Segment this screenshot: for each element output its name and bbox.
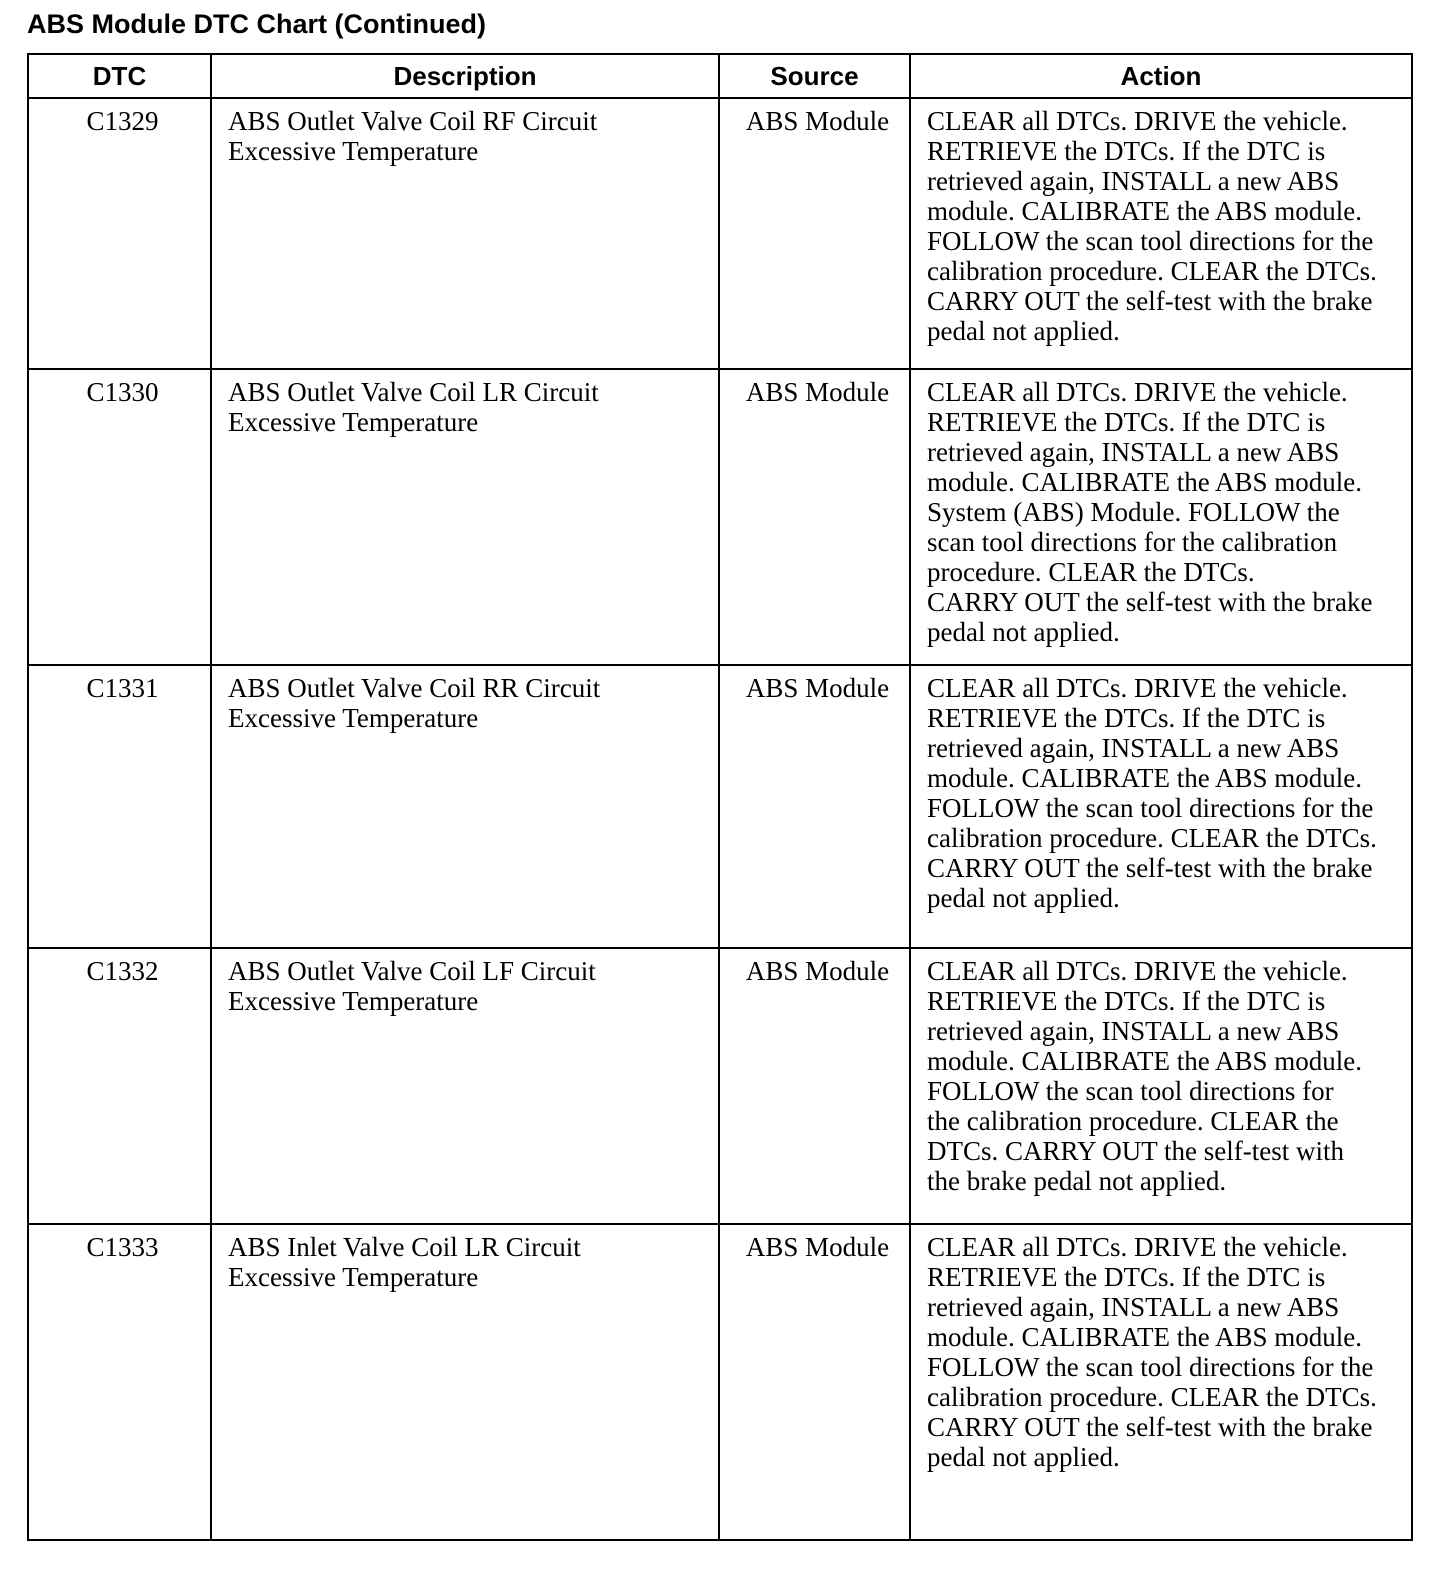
dtc-description: ABS Inlet Valve Coil LR Circuit Excessive Temperature bbox=[211, 1224, 719, 1540]
table-row bbox=[28, 948, 1412, 1224]
dtc-source: ABS Module bbox=[719, 1224, 910, 1540]
column-header-action: Action bbox=[910, 54, 1412, 98]
header-row bbox=[28, 54, 1412, 98]
table-row bbox=[28, 665, 1412, 948]
column-header-dtc: DTC bbox=[28, 54, 211, 98]
dtc-source: ABS Module bbox=[719, 665, 910, 948]
dtc-description: ABS Outlet Valve Coil RF Circuit Excessive Temperature bbox=[211, 98, 719, 369]
dtc-action: CLEAR all DTCs. DRIVE the vehicle. RETRIEVE the DTCs. If the DTC is retrieved again, INSTALL a new ABS module. CALIBRATE the ABS module. FOLLOW the scan tool directions for the calibration procedure. CLEAR the DTCs. CARRY OUT the self-test with the brake pedal not applied. bbox=[910, 1224, 1412, 1540]
dtc-source: ABS Module bbox=[719, 369, 910, 665]
dtc-description: ABS Outlet Valve Coil LF Circuit Excessive Temperature bbox=[211, 948, 719, 1224]
column-header-source: Source bbox=[719, 54, 910, 98]
table-row bbox=[28, 1224, 1412, 1540]
page-title: ABS Module DTC Chart (Continued) bbox=[27, 9, 486, 39]
dtc-description: ABS Outlet Valve Coil LR Circuit Excessive Temperature bbox=[211, 369, 719, 665]
dtc-action: CLEAR all DTCs. DRIVE the vehicle. RETRIEVE the DTCs. If the DTC is retrieved again, INSTALL a new ABS module. CALIBRATE the ABS module. System (ABS) Module. FOLLOW the scan tool directions for the calibration procedure. CLEAR the DTCs. CARRY OUT the self-test with the brake pedal not applied. bbox=[910, 369, 1412, 665]
dtc-source: ABS Module bbox=[719, 948, 910, 1224]
dtc-code: C1331 bbox=[28, 665, 211, 948]
table-row bbox=[28, 369, 1412, 665]
table-row bbox=[28, 98, 1412, 369]
dtc-code: C1333 bbox=[28, 1224, 211, 1540]
dtc-action: CLEAR all DTCs. DRIVE the vehicle. RETRIEVE the DTCs. If the DTC is retrieved again, INSTALL a new ABS module. CALIBRATE the ABS module. FOLLOW the scan tool directions for the calibration procedure. CLEAR the DTCs. CARRY OUT the self-test with the brake pedal not applied. bbox=[910, 948, 1412, 1224]
dtc-source: ABS Module bbox=[719, 98, 910, 369]
dtc-action: CLEAR all DTCs. DRIVE the vehicle. RETRIEVE the DTCs. If the DTC is retrieved again, INSTALL a new ABS module. CALIBRATE the ABS module. FOLLOW the scan tool directions for the calibration procedure. CLEAR the DTCs. CARRY OUT the self-test with the brake pedal not applied. bbox=[910, 665, 1412, 948]
dtc-table bbox=[27, 53, 1413, 1541]
column-header-description: Description bbox=[211, 54, 719, 98]
dtc-description: ABS Outlet Valve Coil RR Circuit Excessive Temperature bbox=[211, 665, 719, 948]
dtc-code: C1330 bbox=[28, 369, 211, 665]
dtc-code: C1332 bbox=[28, 948, 211, 1224]
dtc-code: C1329 bbox=[28, 98, 211, 369]
dtc-action: CLEAR all DTCs. DRIVE the vehicle. RETRIEVE the DTCs. If the DTC is retrieved again, INSTALL a new ABS module. CALIBRATE the ABS module. FOLLOW the scan tool directions for the calibration procedure. CLEAR the DTCs. CARRY OUT the self-test with the brake pedal not applied. bbox=[910, 98, 1412, 369]
